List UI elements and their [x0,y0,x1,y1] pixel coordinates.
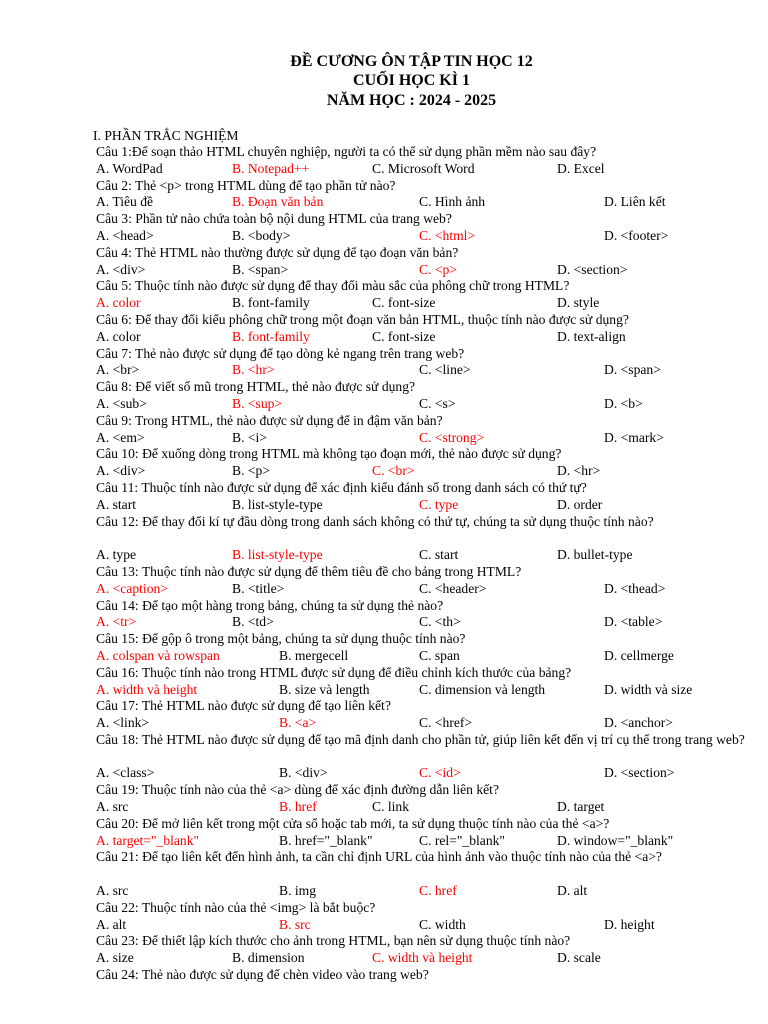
answer-option: A. <em> [96,429,145,445]
answer-options-row [96,833,756,850]
question-text: Câu 10: Để xuống dòng trong HTML mà không tạo đoạn mới, thẻ nào được sử dụng? [96,446,562,462]
answer-option: D. <section> [557,261,628,277]
answer-option: A. color [96,328,141,344]
answer-option: A. <link> [96,715,150,731]
answer-options-row [96,581,756,598]
answer-options-row [96,765,756,782]
question-text: Câu 5: Thuộc tính nào được sử dụng để thay đổi màu sắc của phông chữ trong HTML? [96,278,570,294]
correct-answer-option: A. <tr> [96,614,137,630]
answer-option: B. <span> [232,261,289,277]
answer-option: C. font-size [372,328,436,344]
answer-option: A. type [96,547,137,563]
answer-option: C. width [419,916,466,932]
question-text: Câu 13: Thuộc tính nào được sử dụng để thêm tiêu đề cho bảng trong HTML? [96,563,522,579]
answer-option: C. font-size [372,295,436,311]
answer-options-row [96,614,756,631]
answer-option: B. dimension [232,950,305,966]
answer-option: C. Hình ảnh [419,194,486,210]
answer-option: B. img [279,883,317,899]
answer-option: A. <class> [96,765,155,781]
answer-option: A. src [96,883,129,899]
answer-option: C. <s> [419,395,456,411]
answer-options-row [96,228,756,245]
question-text: Câu 16: Thuộc tính nào trong HTML được sử dụng để điều chỉnh kích thước của bảng? [96,664,572,680]
answer-option: B. <td> [232,614,274,630]
answer-option: A. size [96,950,134,966]
answer-option: D. <hr> [557,463,601,479]
answer-option: D. Liên kết [604,194,666,210]
answer-option: A. src [96,799,129,815]
question-text: Câu 17: Thẻ HTML nào được sử dụng để tạo liên kết? [96,698,391,714]
question-text: Câu 20: Để mở liên kết trong một cửa sổ hoặc tab mới, ta sử dụng thuộc tính nào của thẻ <a>? [96,815,610,831]
question-text: Câu 14: Để tạo một hàng trong bảng, chúng ta sử dụng thẻ nào? [96,597,444,613]
answer-option: D. target [557,799,605,815]
answer-options-row [96,161,756,178]
answer-options-row [96,547,756,564]
correct-answer-option: C. href [419,883,457,899]
answer-option: D. <anchor> [604,715,673,731]
answer-option: B. font-family [232,295,310,311]
answer-option: C. <href> [419,715,473,731]
answer-option: D. window="_blank" [557,832,674,848]
question-text: Câu 19: Thuộc tính nào của thẻ <a> dùng để xác định đường dẫn liên kết? [96,782,499,798]
correct-answer-option: A. width và height [96,681,198,697]
answer-options-row [96,682,756,699]
answer-options-row [96,950,756,967]
answer-option: D. alt [557,883,588,899]
answer-option: C. start [419,547,459,563]
answer-option: D. text-align [557,328,626,344]
answer-option: D. bullet-type [557,547,633,563]
answer-option: C. <line> [419,362,471,378]
answer-options-row [96,648,756,665]
answer-option: D. scale [557,950,601,966]
answer-option: C. span [419,647,460,663]
question-text: Câu 22: Thuộc tính nào của thẻ <img> là bắt buộc? [96,899,376,915]
answer-option: D. <mark> [604,429,664,445]
answer-option: D. <span> [604,362,661,378]
answer-options-row [96,295,756,312]
answer-option: B. size và length [279,681,370,697]
question-text: Câu 7: Thẻ nào được sử dụng để tạo dòng kẻ ngang trên trang web? [96,345,465,361]
answer-option: B. href="_blank" [279,832,373,848]
correct-answer-option: B. <a> [279,715,317,731]
answer-option: D. style [557,295,600,311]
answer-option: A. Tiêu đề [96,194,154,210]
correct-answer-option: B. <hr> [232,362,275,378]
question-text: Câu 23: Để thiết lập kích thước cho ảnh trong HTML, bạn nên sử dụng thuộc tính nào? [96,933,571,949]
question-text: Câu 15: Để gộp ô trong một bảng, chúng ta sử dụng thuộc tính nào? [96,631,466,647]
correct-answer-option: A. target="_blank" [96,832,200,848]
correct-answer-option: B. href [279,799,317,815]
answer-options-row [96,262,756,279]
answer-option: D. cellmerge [604,647,674,663]
question-text: Câu 12: Để thay đổi kí tự đầu dòng trong danh sách không có thứ tự, chúng ta sử dụng thuộc tính nào? [96,513,654,529]
answer-option: C. rel="_blank" [419,832,505,848]
section-heading: I. PHẦN TRẮC NGHIỆM [93,128,239,143]
correct-answer-option: A. colspan và rowspan [96,647,220,663]
correct-answer-option: B. list-style-type [232,547,323,563]
correct-answer-option: C. <p> [419,261,457,277]
answer-option: D. <b> [604,395,643,411]
answer-option: C. <header> [419,580,487,596]
answer-options-row [96,917,756,934]
question-text: Câu 24: Thẻ nào được sử dụng để chèn video vào trang web? [96,967,429,983]
correct-answer-option: B. <sup> [232,395,283,411]
answer-option: D. <section> [604,765,675,781]
question-text: Câu 9: Trong HTML, thẻ nào được sử dụng để in đậm văn bản? [96,412,443,428]
correct-answer-option: C. <strong> [419,429,485,445]
answer-options-row [96,497,756,514]
answer-option: A. <head> [96,227,154,243]
correct-answer-option: C. type [419,496,459,512]
question-text: Câu 3: Phần tử nào chứa toàn bộ nội dung HTML của trang web? [96,211,452,227]
correct-answer-option: C. width và height [372,950,473,966]
document-subtitle: CUỐI HỌC KÌ 1 [353,72,470,89]
answer-option: A. <div> [96,261,146,277]
answer-option: A. alt [96,916,127,932]
answer-options-row [96,799,756,816]
question-text: Câu 18: Thẻ HTML nào được sử dụng để tạo mã định danh cho phần tử, giúp liên kết đến vị trí cụ thể trong trang web? [96,731,745,747]
correct-answer-option: B. font-family [232,328,310,344]
answer-option: D. <thead> [604,580,666,596]
answer-option: A. <br> [96,362,140,378]
question-list [96,144,756,984]
answer-option: D. <table> [604,614,663,630]
correct-answer-option: A. color [96,295,141,311]
document-title: ĐỀ CƯƠNG ÔN TẬP TIN HỌC 12 [290,53,533,70]
answer-options-row [96,194,756,211]
question-text: Câu 2: Thẻ <p> trong HTML dùng để tạo phần tử nào? [96,177,396,193]
answer-option: B. <body> [232,227,291,243]
question-text: Câu 21: Để tạo liên kết đến hình ảnh, ta cần chỉ định URL của hình ảnh vào thuộc tính nào của thẻ <a>? [96,849,662,865]
answer-option: B. <i> [232,429,267,445]
correct-answer-option: B. Notepad++ [232,160,310,176]
answer-option: C. <th> [419,614,461,630]
answer-options-row [96,430,756,447]
answer-options-row [96,883,756,900]
question-text: Câu 4: Thẻ HTML nào thường được sử dụng để tạo đoạn văn bản? [96,244,459,260]
answer-options-row [96,329,756,346]
answer-options-row [96,463,756,480]
answer-option: D. width và size [604,681,693,697]
correct-answer-option: B. Đoạn văn bản [232,194,324,210]
correct-answer-option: C. <id> [419,765,461,781]
answer-option: B. mergecell [279,647,349,663]
answer-option: B. <p> [232,463,270,479]
answer-options-row [96,362,756,379]
question-text: Câu 11: Thuộc tính nào được sử dụng để xác định kiểu đánh số trong danh sách có thứ tự? [96,479,587,495]
answer-option: C. dimension và length [419,681,546,697]
answer-option: D. order [557,496,603,512]
answer-option: C. Microsoft Word [372,160,475,176]
answer-options-row [96,715,756,732]
correct-answer-option: C. <html> [419,227,476,243]
answer-option: A. start [96,496,137,512]
answer-option: D. Excel [557,160,605,176]
answer-option: A. WordPad [96,160,163,176]
answer-option: B. <div> [279,765,328,781]
answer-options-row [96,396,756,413]
question-text: Câu 8: Để viết số mũ trong HTML, thẻ nào được sử dụng? [96,379,416,395]
question-text: Câu 1:Để soạn thảo HTML chuyên nghiệp, người ta có thể sử dụng phần mềm nào sau đây? [96,144,597,159]
answer-option: C. link [372,799,410,815]
answer-option: D. <footer> [604,227,669,243]
question-text: Câu 6: Để thay đổi kiểu phông chữ trong một đoạn văn bản HTML, thuộc tính nào được sử dụng? [96,311,629,327]
correct-answer-option: A. <caption> [96,580,168,596]
answer-option: B. <title> [232,580,285,596]
answer-option: D. height [604,916,655,932]
answer-option: A. <div> [96,463,146,479]
school-year: NĂM HỌC : 2024 - 2025 [326,92,497,109]
answer-option: B. list-style-type [232,496,323,512]
correct-answer-option: B. src [279,916,311,932]
answer-option: A. <sub> [96,395,147,411]
correct-answer-option: C. <br> [372,463,415,479]
